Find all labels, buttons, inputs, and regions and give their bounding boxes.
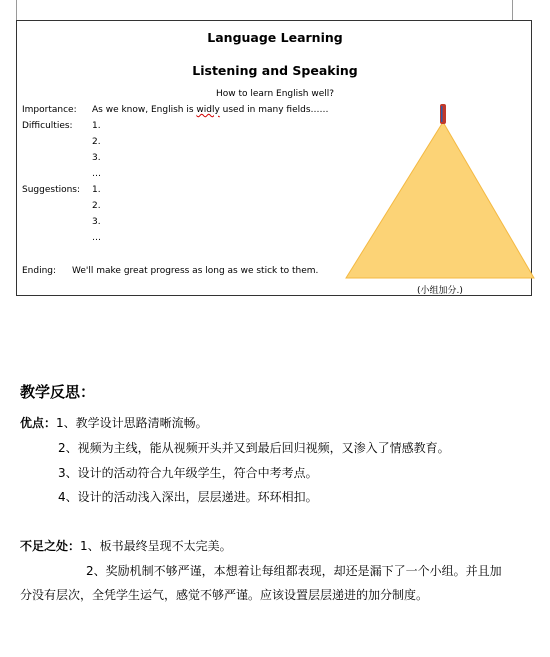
difficulty-item-more: … [92,169,101,179]
importance-text [92,105,329,115]
weakness-label: 不足之处： [20,539,81,553]
suggestion-item-2: 2. [92,201,101,211]
spelling-error-word: widly [196,105,220,115]
crop-mark-right [512,0,513,20]
importance-text-post: used in many fields…… [219,105,329,115]
weakness-item-2-line-2: 分没有层次，全凭学生运气，感觉不够严谨。应该设置层层递进的加分制度。 [20,588,429,602]
difficulty-item-1: 1. [92,121,101,131]
worksheet-question: How to learn English well? [215,89,335,99]
importance-label: Importance: [22,105,77,115]
suggestion-item-3: 3. [92,217,101,227]
strengths-label: 优点： [20,416,57,430]
suggestion-item-more: … [92,233,101,243]
worksheet-subtitle: Listening and Speaking [192,63,358,78]
strengths-line-1 [20,414,208,431]
weakness-line-1 [20,537,232,554]
importance-text-pre: As we know, English is [92,105,197,115]
difficulty-item-2: 2. [92,137,101,147]
strength-item-3: 3、设计的活动符合九年级学生，符合中考考点。 [58,466,318,480]
strength-item-4: 4、设计的活动浅入深出，层层递进。环环相扣。 [58,490,318,504]
flag-marker [440,104,446,124]
group-score-note: (小组加分.) [417,286,463,296]
ending-label: Ending: [22,266,57,276]
suggestion-item-1: 1. [92,185,101,195]
difficulty-item-3: 3. [92,153,101,163]
ending-text: We'll make great progress as long as we stick to them. [72,266,319,276]
reflection-title: 教学反思： [20,383,96,401]
weakness-item-2-line-1: 2、奖励机制不够严谨，本想着让每组都表现，却还是漏下了一个小组。并且加 [86,564,502,578]
pyramid-graphic [330,82,540,282]
crop-mark-left [16,0,17,20]
difficulties-label: Difficulties: [22,121,73,131]
flag-stripe [441,106,443,122]
weakness-item-1: 1、板书最终呈现不太完美。 [80,539,232,553]
worksheet-title: Language Learning [207,30,343,45]
pyramid-triangle [346,122,534,278]
suggestions-label: Suggestions: [22,185,81,195]
strength-item-1: 1、教学设计思路清晰流畅。 [56,416,208,430]
strength-item-2: 2、视频为主线，能从视频开头并又到最后回归视频，又渗入了情感教育。 [58,441,450,455]
